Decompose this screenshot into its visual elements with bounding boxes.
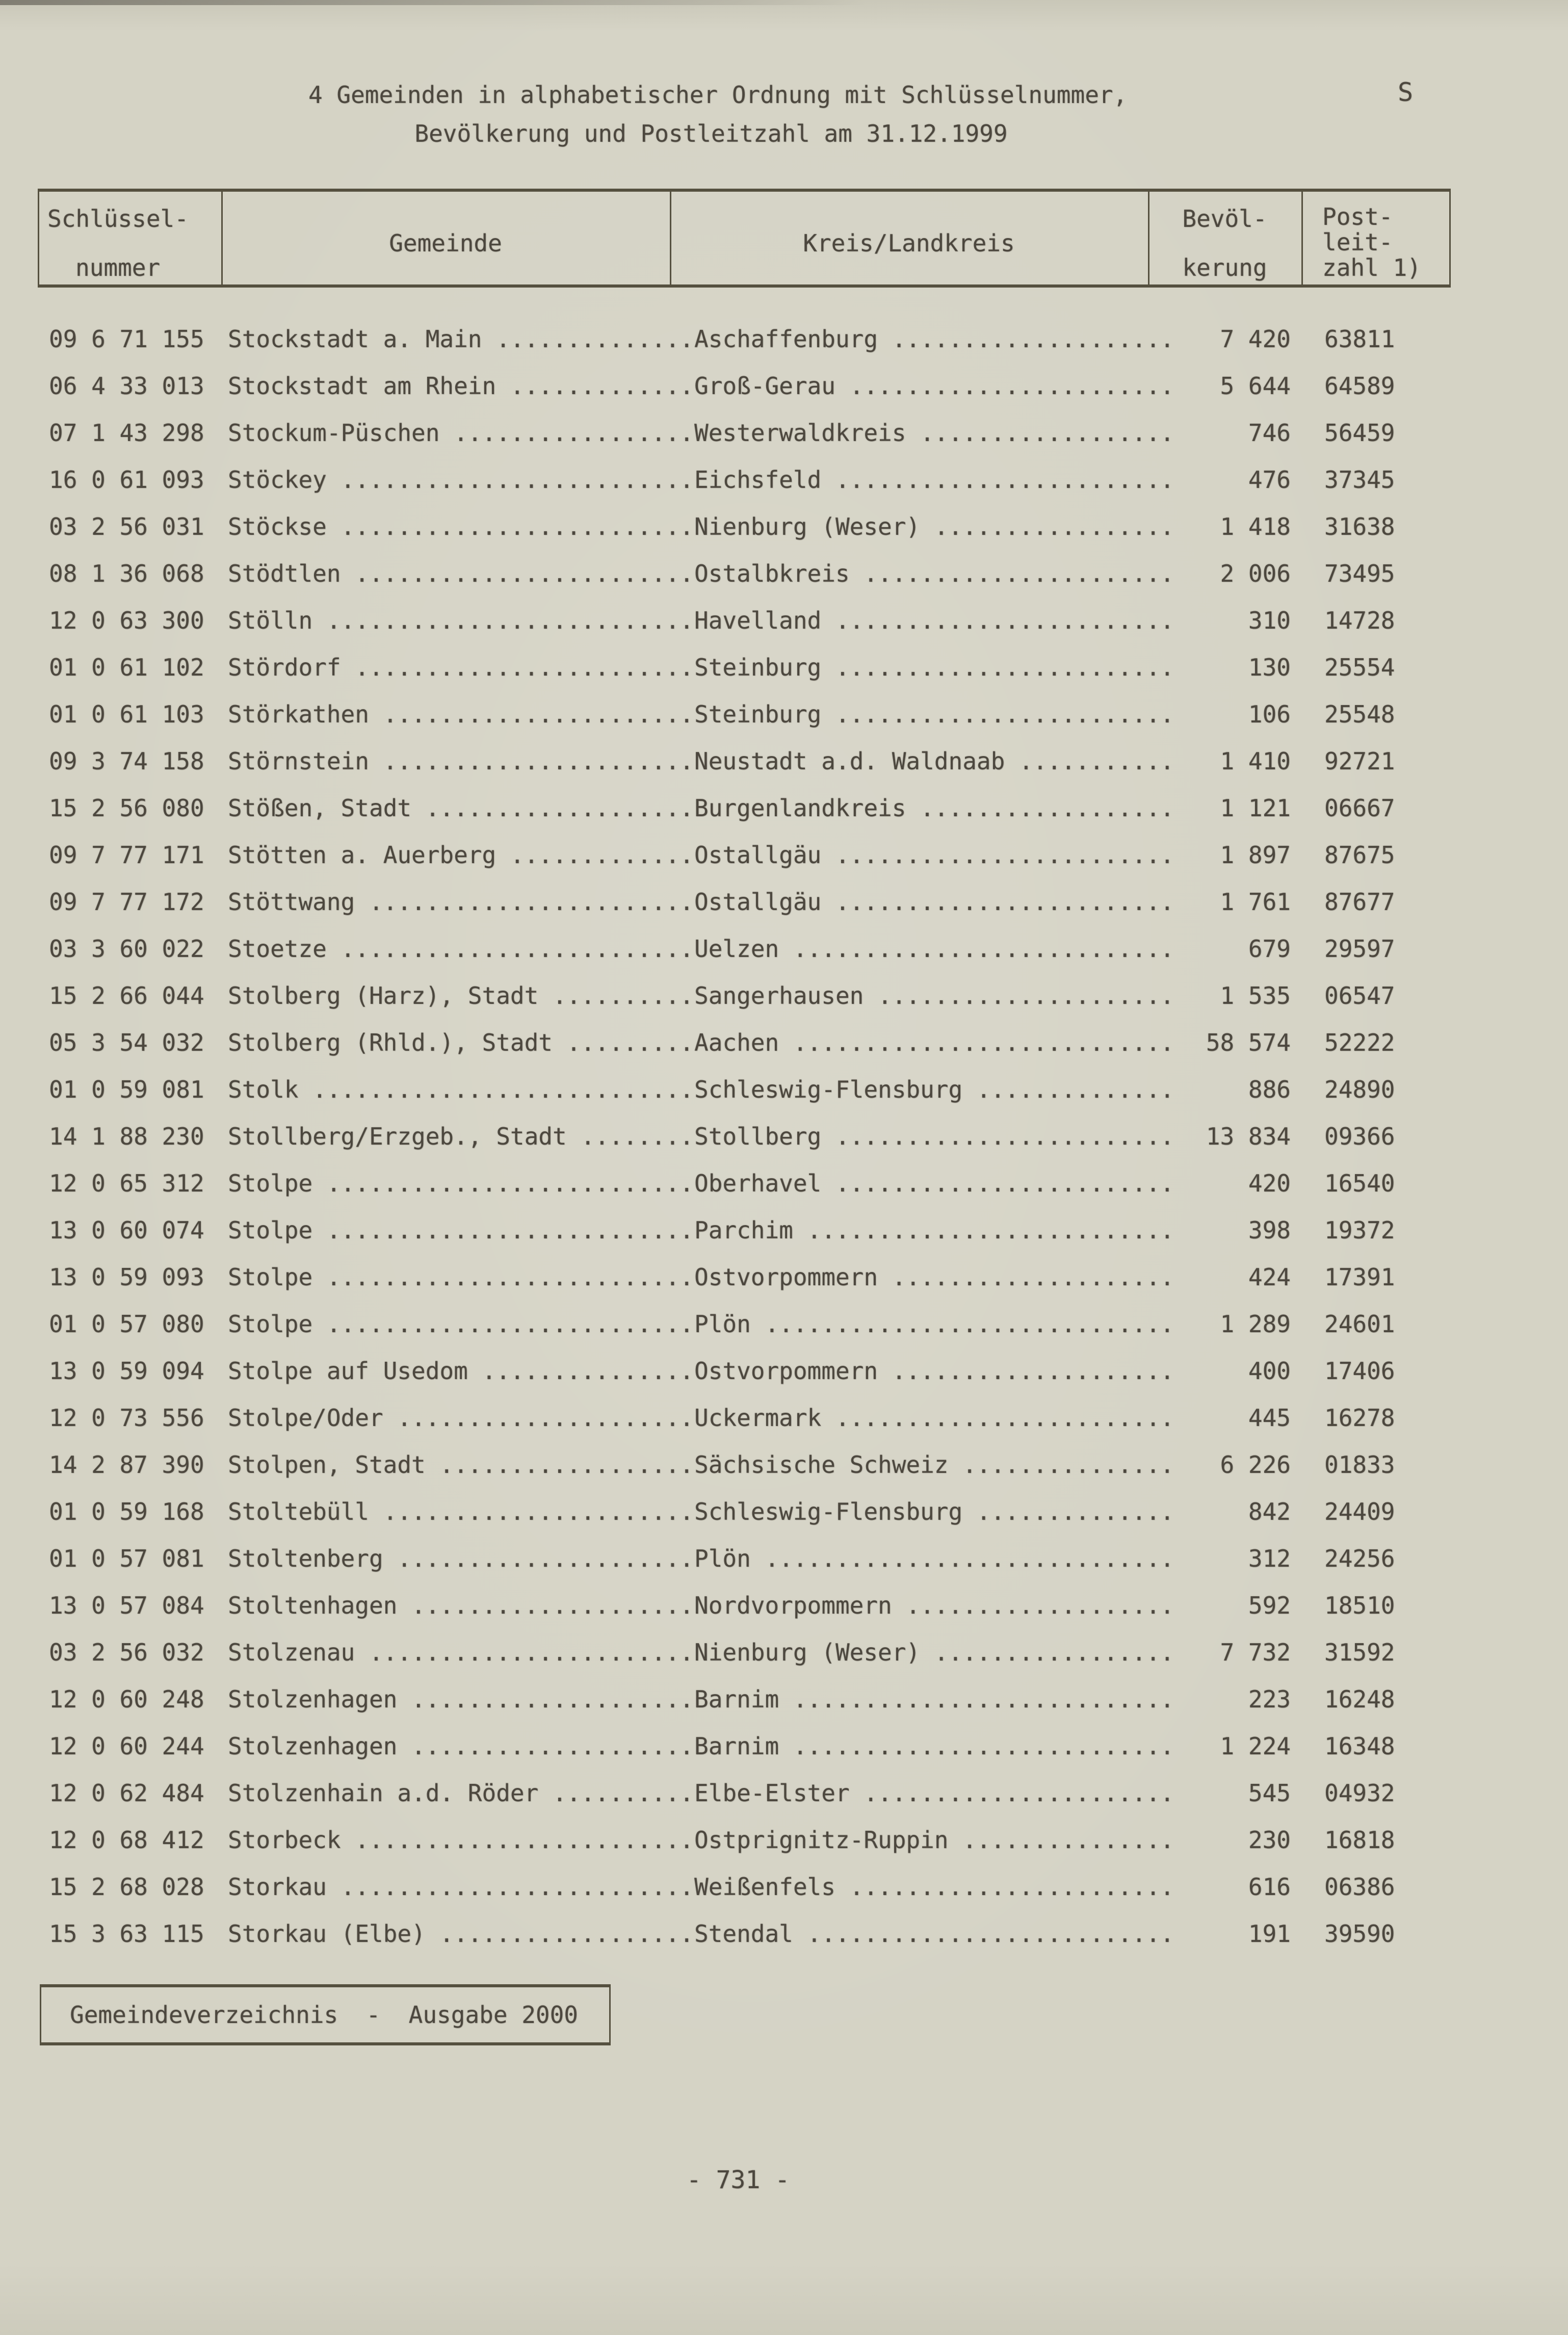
row-gemeinde: Stolpe .......................... (228, 1310, 694, 1338)
table-row (0, 415, 1568, 462)
row-schluesselnummer: 05 3 54 032 (49, 1029, 204, 1056)
table-row (0, 1869, 1568, 1916)
row-gemeinde: Störkathen ...................... (228, 700, 694, 728)
row-schluesselnummer: 01 0 57 081 (49, 1545, 204, 1572)
row-bevoelkerung: 398 (1248, 1216, 1291, 1244)
row-bevoelkerung: 424 (1248, 1263, 1291, 1291)
row-postleitzahl: 25548 (1324, 700, 1395, 728)
row-postleitzahl: 17406 (1324, 1357, 1395, 1385)
row-gemeinde: Stoltenhagen .................... (228, 1592, 694, 1619)
row-postleitzahl: 14728 (1324, 607, 1395, 634)
row-gemeinde: Stockum-Püschen ................. (228, 419, 694, 447)
row-schluesselnummer: 03 3 60 022 (49, 935, 204, 963)
row-gemeinde: Stolpe .......................... (228, 1263, 694, 1291)
row-gemeinde: Stoetze ......................... (228, 935, 694, 963)
row-postleitzahl: 56459 (1324, 419, 1395, 447)
row-bevoelkerung: 223 (1248, 1685, 1291, 1713)
row-postleitzahl: 19372 (1324, 1216, 1395, 1244)
row-schluesselnummer: 09 7 77 172 (49, 888, 204, 916)
row-bevoelkerung: 1 897 (1220, 841, 1291, 869)
row-bevoelkerung: 1 121 (1220, 794, 1291, 822)
row-bevoelkerung: 842 (1248, 1498, 1291, 1525)
row-bevoelkerung: 7 732 (1220, 1639, 1291, 1666)
table-row (0, 1072, 1568, 1119)
row-schluesselnummer: 13 0 59 093 (49, 1263, 204, 1291)
header-postleitzahl-line3: zahl 1) (1322, 254, 1421, 281)
row-gemeinde: Stockstadt am Rhein ............. (228, 372, 694, 400)
row-schluesselnummer: 15 2 66 044 (49, 982, 204, 1009)
row-schluesselnummer: 12 0 73 556 (49, 1404, 204, 1432)
row-bevoelkerung: 5 644 (1220, 372, 1291, 400)
row-schluesselnummer: 01 0 59 081 (49, 1076, 204, 1103)
row-bevoelkerung: 2 006 (1220, 560, 1291, 587)
row-kreis: Aschaffenburg .................... (694, 325, 1174, 353)
row-kreis: Ostvorpommern .................... (694, 1357, 1174, 1385)
edition-label: Gemeindeverzeichnis - Ausgabe 2000 (70, 2001, 578, 2029)
table-row (0, 1916, 1568, 1963)
row-gemeinde: Störnstein ...................... (228, 747, 694, 775)
row-kreis: Eichsfeld ........................ (694, 466, 1174, 494)
row-kreis: Elbe-Elster ...................... (694, 1779, 1174, 1807)
row-kreis: Havelland ........................ (694, 607, 1174, 634)
row-postleitzahl: 18510 (1324, 1592, 1395, 1619)
row-gemeinde: Stößen, Stadt ................... (228, 794, 694, 822)
row-postleitzahl: 06547 (1324, 982, 1395, 1009)
row-bevoelkerung: 545 (1248, 1779, 1291, 1807)
row-schluesselnummer: 01 0 59 168 (49, 1498, 204, 1525)
header-postleitzahl-line2: leit- (1322, 228, 1393, 256)
row-kreis: Plön ............................. (694, 1310, 1174, 1338)
header-gemeinde: Gemeinde (389, 229, 502, 257)
row-schluesselnummer: 12 0 65 312 (49, 1170, 204, 1197)
row-schluesselnummer: 14 2 87 390 (49, 1451, 204, 1478)
table-row (0, 1400, 1568, 1447)
row-postleitzahl: 52222 (1324, 1029, 1395, 1056)
row-gemeinde: Stöckey ......................... (228, 466, 694, 494)
row-schluesselnummer: 16 0 61 093 (49, 466, 204, 494)
row-schluesselnummer: 01 0 61 103 (49, 700, 204, 728)
table-row (0, 462, 1568, 509)
row-kreis: Schleswig-Flensburg .............. (694, 1076, 1174, 1103)
table-row (0, 696, 1568, 743)
row-gemeinde: Stödtlen ........................ (228, 560, 694, 587)
table-row (0, 1775, 1568, 1822)
row-bevoelkerung: 1 224 (1220, 1732, 1291, 1760)
row-kreis: Barnim ........................... (694, 1732, 1174, 1760)
row-postleitzahl: 16278 (1324, 1404, 1395, 1432)
row-schluesselnummer: 12 0 60 248 (49, 1685, 204, 1713)
row-bevoelkerung: 230 (1248, 1826, 1291, 1854)
row-gemeinde: Stolberg (Rhld.), Stadt ......... (228, 1029, 694, 1056)
row-postleitzahl: 31638 (1324, 513, 1395, 540)
table-row (0, 1165, 1568, 1212)
row-gemeinde: Stöttwang ....................... (228, 888, 694, 916)
row-gemeinde: Stolzenhain a.d. Röder .......... (228, 1779, 694, 1807)
header-bevoelkerung-line1: Bevöl- (1182, 205, 1267, 232)
row-kreis: Nordvorpommern ................... (694, 1592, 1174, 1619)
row-postleitzahl: 24409 (1324, 1498, 1395, 1525)
table-row (0, 603, 1568, 650)
table-row (0, 1822, 1568, 1869)
edition-box (40, 1984, 611, 2045)
table-row (0, 1306, 1568, 1353)
row-kreis: Sangerhausen ..................... (694, 982, 1174, 1009)
row-bevoelkerung: 13 834 (1206, 1123, 1291, 1150)
row-postleitzahl: 25554 (1324, 654, 1395, 681)
table-row (0, 1634, 1568, 1681)
row-kreis: Westerwaldkreis .................. (694, 419, 1174, 447)
row-bevoelkerung: 1 289 (1220, 1310, 1291, 1338)
page-title-line1: 4 Gemeinden in alphabetischer Ordnung mit Schlüsselnummer, (308, 81, 1128, 109)
row-gemeinde: Stölln .......................... (228, 607, 694, 634)
row-postleitzahl: 87675 (1324, 841, 1395, 869)
row-schluesselnummer: 09 7 77 171 (49, 841, 204, 869)
row-bevoelkerung: 746 (1248, 419, 1291, 447)
table-row (0, 978, 1568, 1025)
row-postleitzahl: 16348 (1324, 1732, 1395, 1760)
page-title-line2: Bevölkerung und Postleitzahl am 31.12.1999 (414, 120, 1008, 147)
row-schluesselnummer: 13 0 60 074 (49, 1216, 204, 1244)
header-bevoelkerung-line2: kerung (1182, 254, 1267, 281)
row-bevoelkerung: 476 (1248, 466, 1291, 494)
row-gemeinde: Stollberg/Erzgeb., Stadt ........ (228, 1123, 694, 1150)
row-bevoelkerung: 616 (1248, 1873, 1291, 1901)
row-kreis: Barnim ........................... (694, 1685, 1174, 1713)
row-postleitzahl: 24601 (1324, 1310, 1395, 1338)
row-schluesselnummer: 15 3 63 115 (49, 1920, 204, 1948)
row-bevoelkerung: 1 410 (1220, 747, 1291, 775)
row-gemeinde: Stöckse ......................... (228, 513, 694, 540)
row-gemeinde: Stoltebüll ...................... (228, 1498, 694, 1525)
row-postleitzahl: 64589 (1324, 372, 1395, 400)
row-kreis: Stollberg ........................ (694, 1123, 1174, 1150)
row-kreis: Sächsische Schweiz ............... (694, 1451, 1174, 1478)
row-kreis: Steinburg ........................ (694, 654, 1174, 681)
row-bevoelkerung: 310 (1248, 607, 1291, 634)
table-row (0, 837, 1568, 884)
row-postleitzahl: 01833 (1324, 1451, 1395, 1478)
row-postleitzahl: 37345 (1324, 466, 1395, 494)
row-kreis: Parchim .......................... (694, 1216, 1174, 1244)
table-row (0, 1119, 1568, 1165)
row-bevoelkerung: 7 420 (1220, 325, 1291, 353)
row-bevoelkerung: 130 (1248, 654, 1291, 681)
row-bevoelkerung: 106 (1248, 700, 1291, 728)
row-gemeinde: Stolzenau ....................... (228, 1639, 694, 1666)
row-postleitzahl: 09366 (1324, 1123, 1395, 1150)
header-schluesselnummer-line1: Schlüssel- (47, 205, 189, 232)
table-row (0, 1447, 1568, 1494)
row-schluesselnummer: 15 2 68 028 (49, 1873, 204, 1901)
row-gemeinde: Storkau ......................... (228, 1873, 694, 1901)
row-postleitzahl: 04932 (1324, 1779, 1395, 1807)
row-gemeinde: Storbeck ........................ (228, 1826, 694, 1854)
table-row (0, 1728, 1568, 1775)
row-postleitzahl: 06667 (1324, 794, 1395, 822)
row-bevoelkerung: 312 (1248, 1545, 1291, 1572)
row-kreis: Schleswig-Flensburg .............. (694, 1498, 1174, 1525)
row-kreis: Neustadt a.d. Waldnaab ........... (694, 747, 1174, 775)
row-schluesselnummer: 09 6 71 155 (49, 325, 204, 353)
row-kreis: Uckermark ........................ (694, 1404, 1174, 1432)
row-postleitzahl: 24256 (1324, 1545, 1395, 1572)
row-schluesselnummer: 13 0 59 094 (49, 1357, 204, 1385)
table-row (0, 743, 1568, 790)
header-postleitzahl-line1: Post- (1322, 203, 1393, 230)
row-bevoelkerung: 400 (1248, 1357, 1291, 1385)
table-row (0, 650, 1568, 696)
row-kreis: Nienburg (Weser) ................. (694, 513, 1174, 540)
table-row (0, 884, 1568, 931)
row-kreis: Ostallgäu ........................ (694, 888, 1174, 916)
row-schluesselnummer: 12 0 68 412 (49, 1826, 204, 1854)
row-schluesselnummer: 06 4 33 013 (49, 372, 204, 400)
row-kreis: Ostallgäu ........................ (694, 841, 1174, 869)
row-kreis: Groß-Gerau ....................... (694, 372, 1174, 400)
row-bevoelkerung: 592 (1248, 1592, 1291, 1619)
row-schluesselnummer: 12 0 60 244 (49, 1732, 204, 1760)
row-schluesselnummer: 09 3 74 158 (49, 747, 204, 775)
row-postleitzahl: 31592 (1324, 1639, 1395, 1666)
table-row (0, 931, 1568, 978)
table-row (0, 1681, 1568, 1728)
row-bevoelkerung: 6 226 (1220, 1451, 1291, 1478)
row-bevoelkerung: 1 761 (1220, 888, 1291, 916)
page-title (308, 75, 1128, 153)
table-row (0, 1212, 1568, 1259)
row-schluesselnummer: 07 1 43 298 (49, 419, 204, 447)
row-schluesselnummer: 08 1 36 068 (49, 560, 204, 587)
row-bevoelkerung: 191 (1248, 1920, 1291, 1948)
row-kreis: Weißenfels ....................... (694, 1873, 1174, 1901)
row-schluesselnummer: 14 1 88 230 (49, 1123, 204, 1150)
row-schluesselnummer: 13 0 57 084 (49, 1592, 204, 1619)
row-bevoelkerung: 679 (1248, 935, 1291, 963)
row-gemeinde: Stockstadt a. Main .............. (228, 325, 694, 353)
row-gemeinde: Stolk ........................... (228, 1076, 694, 1103)
row-kreis: Burgenlandkreis .................. (694, 794, 1174, 822)
table-row (0, 321, 1568, 368)
row-schluesselnummer: 03 2 56 032 (49, 1639, 204, 1666)
table-row (0, 1541, 1568, 1588)
row-kreis: Plön ............................. (694, 1545, 1174, 1572)
table-row (0, 509, 1568, 556)
row-postleitzahl: 16818 (1324, 1826, 1395, 1854)
row-postleitzahl: 16540 (1324, 1170, 1395, 1197)
column-divider (1301, 192, 1303, 284)
row-postleitzahl: 17391 (1324, 1263, 1395, 1291)
table-row (0, 1588, 1568, 1634)
row-kreis: Nienburg (Weser) ................. (694, 1639, 1174, 1666)
index-letter: S (1398, 77, 1414, 107)
row-kreis: Stendal .......................... (694, 1920, 1174, 1948)
row-kreis: Uelzen ........................... (694, 935, 1174, 963)
row-gemeinde: Storkau (Elbe) .................. (228, 1920, 694, 1948)
row-gemeinde: Stolberg (Harz), Stadt .......... (228, 982, 694, 1009)
table-row (0, 1353, 1568, 1400)
row-gemeinde: Stoltenberg ..................... (228, 1545, 694, 1572)
table-row (0, 368, 1568, 415)
table-row (0, 556, 1568, 603)
row-postleitzahl: 87677 (1324, 888, 1395, 916)
row-gemeinde: Stolzenhagen .................... (228, 1732, 694, 1760)
row-schluesselnummer: 03 2 56 031 (49, 513, 204, 540)
row-gemeinde: Stötten a. Auerberg ............. (228, 841, 694, 869)
row-kreis: Ostprignitz-Ruppin ............... (694, 1826, 1174, 1854)
row-kreis: Ostalbkreis ...................... (694, 560, 1174, 587)
row-gemeinde: Stolpe/Oder ..................... (228, 1404, 694, 1432)
row-postleitzahl: 92721 (1324, 747, 1395, 775)
row-gemeinde: Stolpe auf Usedom ............... (228, 1357, 694, 1385)
row-postleitzahl: 39590 (1324, 1920, 1395, 1948)
row-schluesselnummer: 12 0 62 484 (49, 1779, 204, 1807)
row-bevoelkerung: 886 (1248, 1076, 1291, 1103)
header-schluesselnummer-line2: nummer (75, 254, 161, 281)
row-bevoelkerung: 420 (1248, 1170, 1291, 1197)
table-row (0, 1494, 1568, 1541)
row-postleitzahl: 63811 (1324, 325, 1395, 353)
table-row (0, 1025, 1568, 1072)
row-schluesselnummer: 01 0 57 080 (49, 1310, 204, 1338)
row-bevoelkerung: 445 (1248, 1404, 1291, 1432)
row-kreis: Oberhavel ........................ (694, 1170, 1174, 1197)
table-row (0, 1259, 1568, 1306)
row-bevoelkerung: 58 574 (1206, 1029, 1291, 1056)
row-schluesselnummer: 15 2 56 080 (49, 794, 204, 822)
table-row (0, 790, 1568, 837)
table-body (0, 321, 1568, 1963)
row-gemeinde: Stolpe .......................... (228, 1170, 694, 1197)
row-schluesselnummer: 12 0 63 300 (49, 607, 204, 634)
row-postleitzahl: 24890 (1324, 1076, 1395, 1103)
row-kreis: Ostvorpommern .................... (694, 1263, 1174, 1291)
table-header (38, 189, 1451, 288)
row-gemeinde: Stolpen, Stadt .................. (228, 1451, 694, 1478)
row-gemeinde: Stördorf ........................ (228, 654, 694, 681)
row-schluesselnummer: 01 0 61 102 (49, 654, 204, 681)
row-kreis: Steinburg ........................ (694, 700, 1174, 728)
row-kreis: Aachen ........................... (694, 1029, 1174, 1056)
row-postleitzahl: 16248 (1324, 1685, 1395, 1713)
row-bevoelkerung: 1 418 (1220, 513, 1291, 540)
row-postleitzahl: 73495 (1324, 560, 1395, 587)
row-bevoelkerung: 1 535 (1220, 982, 1291, 1009)
row-postleitzahl: 06386 (1324, 1873, 1395, 1901)
page-number: - 731 - (686, 2166, 790, 2194)
row-postleitzahl: 29597 (1324, 935, 1395, 963)
row-gemeinde: Stolzenhagen .................... (228, 1685, 694, 1713)
row-gemeinde: Stolpe .......................... (228, 1216, 694, 1244)
header-kreis-landkreis: Kreis/Landkreis (803, 229, 1015, 257)
